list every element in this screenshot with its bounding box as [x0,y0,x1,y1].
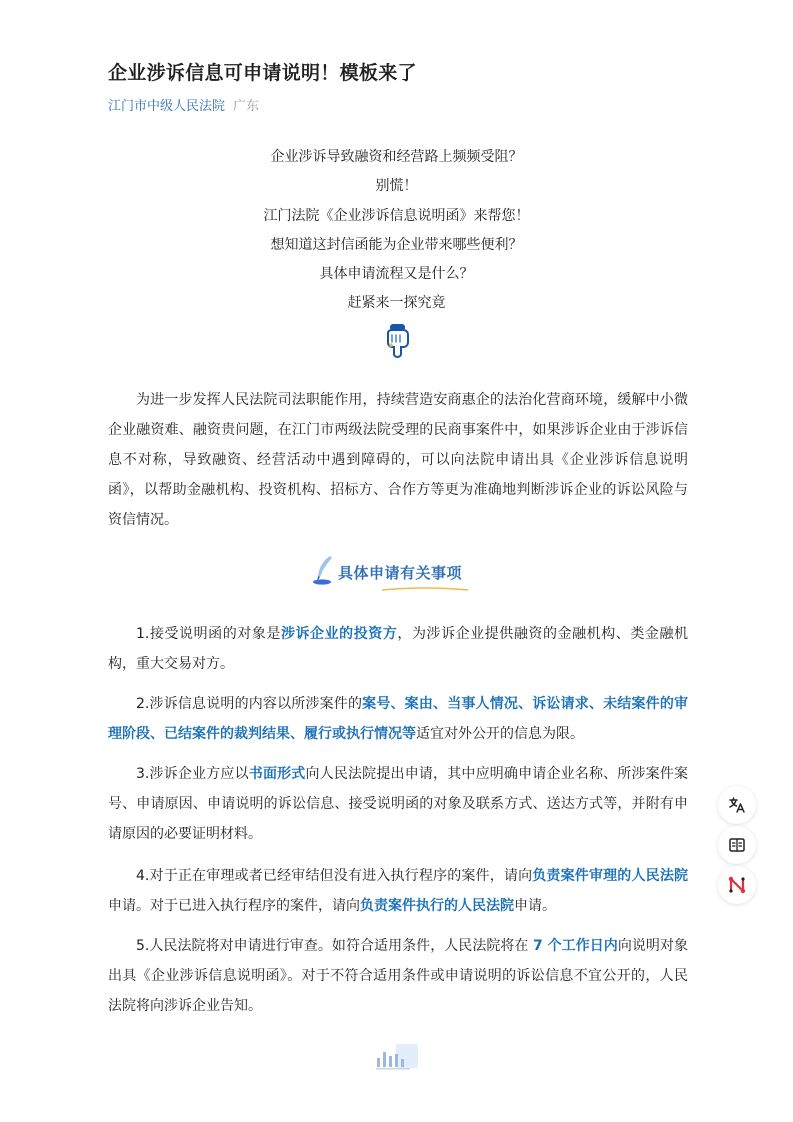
item-text: 向说明对象出具《企业涉诉信息说明函》。对于不符合适用条件或申请说明的诉讼信息不宜公开的，人民法院将向涉诉企业告知。 [108,938,688,1014]
item-text: 1.接受说明函的对象是 [136,626,281,642]
list-item [108,759,688,849]
item-text: 3.涉诉企业方应以 [136,766,249,782]
quill-pen-icon [310,554,338,586]
item-highlight: 书面形式 [248,766,306,782]
ai-assistant-icon [727,875,747,895]
section-heading [310,552,490,592]
item-text: 5.人民法院将对申请进行审查。如符合适用条件，人民法院将在 [136,938,533,954]
pointing-hand-icon [381,320,415,358]
reader-mode-icon [728,836,746,854]
item-highlight: 负责案件审理的人民法院 [532,868,688,884]
item-text: 申请。对于已进入执行程序的案件，请向 [108,898,360,914]
list-item [108,689,688,749]
intro-block [0,143,793,319]
item-text: 4.对于正在审理或者已经审结但没有进入执行程序的案件，请向 [136,868,533,884]
article-meta [108,95,259,114]
article-title: 企业涉诉信息可申请说明！模板来了 [108,62,417,84]
floating-toolbar [718,786,758,906]
item-text: 适宜对外公开的信息为限。 [416,726,584,742]
translate-icon [728,796,746,814]
list-item [108,861,688,921]
list-item [108,619,688,679]
item-highlight: 负责案件执行的人民法院 [360,898,514,914]
source-link[interactable]: 江门市中级人民法院 [108,99,226,114]
intro-line: 具体申请流程又是什么？ [319,266,474,283]
item-text: ，为涉诉企业提供融资的金融机构、类金融机构，重大交易对方。 [108,626,689,672]
reader-mode-button[interactable] [718,826,756,864]
region-label: 广东 [233,99,260,114]
intro-line: 赶紧来一探究竟 [347,295,446,312]
item-text: 申请。 [514,898,556,914]
bar-chart-icon [374,1042,420,1072]
section-underline-decoration [380,586,470,592]
intro-line: 江门法院《企业涉诉信息说明函》来帮您！ [263,207,530,224]
item-highlight: 7 个工作日内 [532,938,618,954]
intro-line: 别慌！ [375,178,418,195]
main-paragraph-text: 为进一步发挥人民法院司法职能作用，持续营造安商惠企的法治化营商环境，缓解中小微企业融资难、融资贵问题，在江门市两级法院受理的民商事案件中，如果涉诉企业由于涉诉信息不对称，导致融资、经营活动中遇到障碍的，可以向法院申请出具《企业涉诉信息说明函》，以帮助金融机构、投资机构、招标方、合作方等更为准确地判断涉诉企业的诉讼风险与资信情况。 [108,392,688,528]
item-highlight: 案号、案由、当事人情况、诉讼请求、未结案件的审理阶段、已结案件的裁判结果、履行或执行情况等 [108,696,688,742]
item-highlight: 涉诉企业的投资方 [280,626,398,642]
item-text: 2.涉诉信息说明的内容以所涉案件的 [136,696,363,712]
main-paragraph [108,385,688,535]
intro-line: 想知道这封信函能为企业带来哪些便利？ [270,236,523,253]
list-item [108,931,688,1021]
section-title: 具体申请有关事项 [338,564,463,582]
intro-line: 企业涉诉导致融资和经营路上频频受阻？ [270,149,523,165]
ai-assistant-button[interactable] [718,866,756,904]
translate-button[interactable] [718,786,756,824]
item-text: 向人民法院提出申请，其中应明确申请企业名称、所涉案件案号、申请原因、申请说明的诉讼信息、接受说明函的对象及联系方式、送达方式等，并附有申请原因的必要证明材料。 [108,766,689,842]
